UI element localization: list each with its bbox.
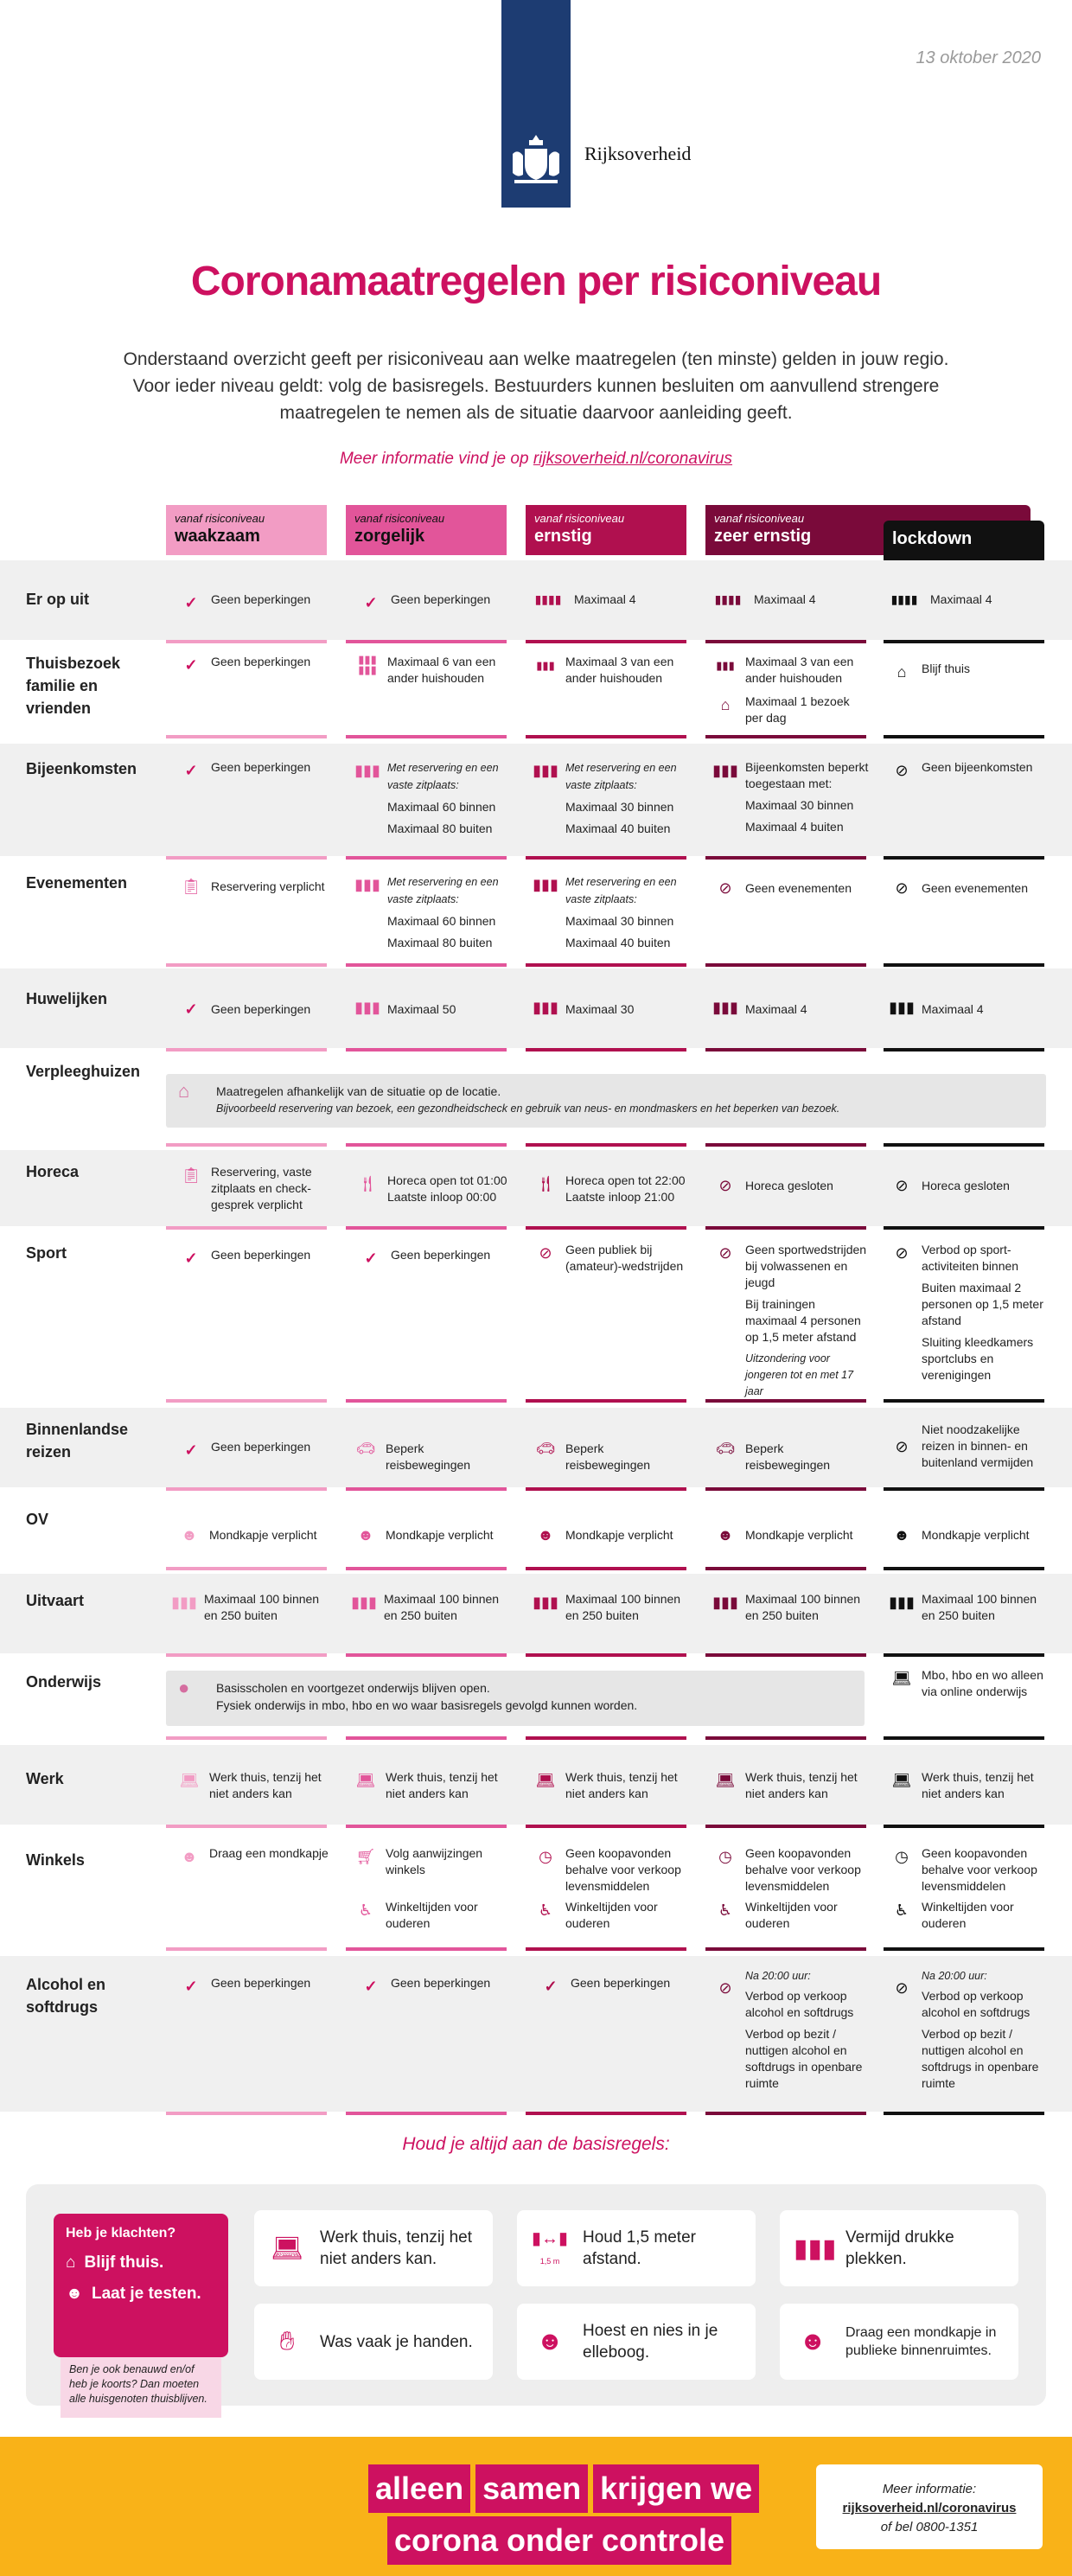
column-separator bbox=[346, 1653, 507, 1657]
column-separator bbox=[526, 1947, 686, 1951]
apple-icon: ● bbox=[178, 1677, 190, 1698]
elderly-icon: ♿︎ bbox=[894, 1901, 909, 1919]
column-separator bbox=[884, 1736, 1044, 1740]
cutlery-icon: 🍴︎ bbox=[357, 1174, 378, 1192]
people-icon: ▮▮▮ bbox=[354, 875, 380, 893]
column-separator bbox=[166, 1736, 327, 1740]
column-separator bbox=[705, 1226, 866, 1230]
column-separator bbox=[346, 1736, 507, 1740]
row-label: Onderwijs bbox=[26, 1673, 102, 1691]
klachten-heading: Heb je klachten? bbox=[66, 2226, 176, 2240]
more-info-link[interactable]: rijksoverheid.nl/coronavirus bbox=[533, 450, 733, 468]
column-separator bbox=[705, 2112, 866, 2115]
no-sport-icon: ⊘ bbox=[718, 1243, 732, 1262]
basis-title: Houd je altijd aan de basisregels: bbox=[402, 2134, 670, 2154]
crest-icon bbox=[506, 130, 566, 190]
people-icon: ▮▮▮ ▮▮▮ bbox=[358, 653, 377, 676]
check-icon: ✓ bbox=[364, 1249, 378, 1267]
mask-icon: ☻ bbox=[717, 1525, 734, 1544]
mask-icon: ☻ bbox=[893, 1525, 910, 1544]
level-ernstig: vanaf risiconiveau ernstig bbox=[526, 505, 686, 555]
no-sport-icon: ⊘ bbox=[895, 1243, 909, 1262]
column-separator bbox=[166, 1399, 327, 1403]
car-icon: 🚗︎ bbox=[715, 1439, 736, 1457]
row-label: Uitvaart bbox=[26, 1592, 85, 1609]
column-separator bbox=[884, 1226, 1044, 1230]
people-icon: ▮▮▮ bbox=[171, 1593, 197, 1611]
check-icon: ✓ bbox=[184, 1249, 198, 1267]
check-icon: ✓ bbox=[544, 1977, 558, 1995]
people-icon: ▮▮▮ bbox=[712, 761, 738, 779]
column-separator bbox=[346, 735, 507, 738]
house-icon: ⌂ bbox=[66, 2253, 76, 2272]
cutlery-icon: 🍴︎ bbox=[535, 1174, 556, 1192]
column-separator bbox=[346, 963, 507, 967]
clock-icon: ◷ bbox=[895, 1847, 909, 1865]
check-icon: ✓ bbox=[184, 1000, 198, 1018]
column-separator bbox=[346, 1143, 507, 1147]
column-separator bbox=[346, 640, 507, 643]
people-icon: ▮▮▮▮ bbox=[714, 591, 742, 606]
column-separator bbox=[884, 1487, 1044, 1491]
people-icon: ▮▮▮ bbox=[533, 1593, 558, 1611]
row-label: Huwelijken bbox=[26, 990, 108, 1007]
cell: ▮▮▮ Bijeenkomsten beperkt toegestaan met: Maximaal 30 binnen Maximaal 4 buiten bbox=[712, 760, 869, 834]
check-icon: ✓ bbox=[184, 655, 198, 674]
row-label: Sport bbox=[26, 1244, 67, 1262]
handwash-icon: ✋︎ bbox=[279, 2327, 295, 2355]
laptop-icon: 💻︎ bbox=[270, 2234, 304, 2263]
column-separator bbox=[705, 963, 866, 967]
row-label: Verpleeghuizen bbox=[26, 1063, 141, 1080]
people-icon: ▮▮▮ bbox=[716, 658, 735, 672]
column-separator bbox=[166, 963, 327, 967]
column-separator bbox=[705, 1487, 866, 1491]
column-separator bbox=[526, 856, 686, 860]
clipboard-icon: 📋︎ bbox=[181, 877, 201, 895]
people-icon: ▮▮▮ bbox=[712, 998, 738, 1016]
mask-icon: ☻ bbox=[357, 1525, 374, 1544]
care-home-icon: ⌂ bbox=[178, 1080, 190, 1102]
column-separator bbox=[166, 735, 327, 738]
check-icon: ✓ bbox=[184, 761, 198, 779]
column-separator bbox=[705, 1567, 866, 1570]
column-separator bbox=[526, 1226, 686, 1230]
column-separator bbox=[884, 856, 1044, 860]
clock-icon: ◷ bbox=[539, 1847, 552, 1865]
onderwijs-box: ● Basisscholen en voortgezet onderwijs blijven open. Fysiek onderwijs in mbo, hbo en wo waar basisregels gevolgd kunnen worden. bbox=[166, 1671, 865, 1726]
row-label: Er op uit bbox=[26, 591, 89, 608]
column-separator bbox=[884, 1567, 1044, 1570]
basis-card: 💻︎ Werk thuis, tenzij het niet anders kan. bbox=[254, 2210, 493, 2286]
verpleeghuizen-box: ⌂ Maatregelen afhankelijk van de situatie op de locatie. Bijvoorbeeld reservering van bezoek, een gezondheidscheck en gebruik van neus- en mondmaskers en het beperken van bezoek. bbox=[166, 1074, 1046, 1128]
column-separator bbox=[346, 1226, 507, 1230]
people-icon: ▮▮▮ bbox=[889, 1593, 915, 1611]
car-icon: 🚗︎ bbox=[355, 1439, 376, 1457]
column-separator bbox=[705, 640, 866, 643]
cell: ▮▮▮ Met reservering en een vaste zitplaats: Maximaal 30 binnen Maximaal 40 buiten bbox=[534, 759, 686, 837]
mask-icon: ☻ bbox=[537, 1525, 554, 1544]
cell: ⊘ Na 20:00 uur: Verbod op verkoop alcohol en softdrugs Verbod op bezit / nuttigen alcohol en softdrugs in openbare ruimte bbox=[890, 1968, 1046, 2098]
people-icon: ▮▮▮▮ bbox=[890, 591, 918, 606]
clipboard-icon: 📋︎ bbox=[181, 1166, 201, 1184]
distance-icon: ▮↔▮ 1,5 m bbox=[531, 2229, 568, 2266]
slogan: alleen samen krijgen we corona onder controle bbox=[368, 2464, 764, 2568]
column-separator bbox=[166, 2112, 327, 2115]
test-rule: ☻ Laat je testen. bbox=[66, 2285, 201, 2303]
people-icon: ▮▮▮ bbox=[533, 998, 558, 1016]
column-separator bbox=[526, 1143, 686, 1147]
laptop-icon: 💻︎ bbox=[355, 1771, 376, 1789]
no-cutlery-icon: ⊘ bbox=[895, 1176, 909, 1194]
column-separator bbox=[884, 1399, 1044, 1403]
people-icon: ▮▮▮ bbox=[889, 998, 915, 1016]
basis-card: ☻ Draag een mondkapje in publieke binnenruimtes. bbox=[780, 2304, 1018, 2380]
row-label: Bijeenkomsten bbox=[26, 760, 137, 777]
check-icon: ✓ bbox=[184, 593, 198, 611]
no-car-icon: ⊘ bbox=[895, 1437, 909, 1455]
no-alcohol-icon: ⊘ bbox=[718, 1978, 732, 1997]
cell: ▮▮▮ Met reservering en een vaste zitplaats: Maximaal 30 binnen Maximaal 40 buiten bbox=[534, 873, 686, 951]
people-icon: ▮▮▮ bbox=[536, 658, 555, 672]
column-separator bbox=[346, 1399, 507, 1403]
clock-icon: ◷ bbox=[718, 1847, 732, 1865]
row-label: Horeca bbox=[26, 1163, 80, 1180]
more-info: Meer informatie vind je op rijksoverheid.nl/coronavirus bbox=[339, 450, 733, 468]
basis-card: ▮↔▮ 1,5 m Houd 1,5 meter afstand. bbox=[517, 2210, 756, 2286]
column-separator bbox=[705, 1736, 866, 1740]
people-icon: ▮▮▮ bbox=[354, 998, 380, 1016]
column-separator bbox=[705, 1143, 866, 1147]
test-icon: ☻ bbox=[66, 2285, 83, 2303]
level-lockdown: lockdown bbox=[884, 521, 1044, 560]
column-separator bbox=[884, 640, 1044, 643]
column-separator bbox=[526, 1399, 686, 1403]
column-separator bbox=[346, 856, 507, 860]
mask-icon: ☻ bbox=[181, 1525, 198, 1544]
column-separator bbox=[884, 1653, 1044, 1657]
house-icon: ⌂ bbox=[720, 695, 731, 713]
page-title: Coronamaatregelen per risiconiveau bbox=[190, 259, 882, 304]
crowd-icon: ▮▮▮ bbox=[794, 2234, 837, 2263]
row-label: Werk bbox=[26, 1770, 64, 1787]
level-zorgelijk: vanaf risiconiveau zorgelijk bbox=[346, 505, 507, 555]
column-separator bbox=[166, 1143, 327, 1147]
check-icon: ✓ bbox=[184, 1441, 198, 1459]
row-label: OV bbox=[26, 1511, 49, 1528]
column-separator bbox=[346, 1567, 507, 1570]
column-separator bbox=[346, 1487, 507, 1491]
column-separator bbox=[346, 1048, 507, 1051]
cell: ⊘ Na 20:00 uur: Verbod op verkoop alcohol en softdrugs Verbod op bezit / nuttigen alcohol en softdrugs in openbare ruimte bbox=[714, 1968, 870, 2098]
column-separator bbox=[526, 2112, 686, 2115]
check-icon: ✓ bbox=[364, 593, 378, 611]
column-separator bbox=[705, 856, 866, 860]
people-icon: ▮▮▮ bbox=[351, 1593, 377, 1611]
row-label: Thuisbezoek familie en vrienden bbox=[26, 655, 121, 717]
cell: ▮▮▮ Met reservering en een vaste zitplaats: Maximaal 60 binnen Maximaal 80 buiten bbox=[356, 873, 508, 951]
check-icon: ✓ bbox=[364, 1977, 378, 1995]
column-separator bbox=[346, 2112, 507, 2115]
people-icon: ▮▮▮▮ bbox=[534, 591, 562, 606]
column-separator bbox=[526, 1653, 686, 1657]
column-separator bbox=[526, 1736, 686, 1740]
people-icon: ▮▮▮ bbox=[533, 875, 558, 893]
column-separator bbox=[166, 1653, 327, 1657]
row-label: Alcohol en softdrugs bbox=[26, 1976, 106, 2016]
no-group-icon: ⊘ bbox=[895, 761, 909, 779]
info-box: Meer informatie: rijksoverheid.nl/coronavirus of bel 0800-1351 bbox=[816, 2464, 1043, 2549]
people-icon: ▮▮▮ bbox=[354, 761, 380, 779]
no-event-icon: ⊘ bbox=[718, 879, 732, 897]
column-separator bbox=[884, 963, 1044, 967]
column-separator bbox=[526, 963, 686, 967]
column-separator bbox=[884, 1048, 1044, 1051]
intro-text: Onderstaand overzicht geeft per risiconiveau aan welke maatregelen (ten minste) gelden in jouw regio. Voor ieder niveau geldt: volg de basisregels. Bestuurders kunnen besluiten om aanvullend strengere maatregelen te nemen als de situatie daarvoor aanleiding geeft. bbox=[123, 349, 949, 423]
no-alcohol-icon: ⊘ bbox=[895, 1978, 909, 1997]
column-separator bbox=[526, 640, 686, 643]
column-separator bbox=[884, 1143, 1044, 1147]
elderly-icon: ♿︎ bbox=[358, 1901, 373, 1919]
column-separator bbox=[705, 1048, 866, 1051]
column-separator bbox=[884, 1825, 1044, 1828]
column-separator bbox=[705, 1653, 866, 1657]
no-event-icon: ⊘ bbox=[895, 879, 909, 897]
klachten-note: Ben je ook benauwd en/of heb je koorts? Dan moeten alle huisgenoten thuisblijven. bbox=[61, 2357, 221, 2418]
column-separator bbox=[526, 735, 686, 738]
column-separator bbox=[166, 1825, 327, 1828]
basis-card: ▮▮▮ Vermijd drukke plekken. bbox=[780, 2210, 1018, 2286]
check-icon: ✓ bbox=[184, 1977, 198, 1995]
date: 13 oktober 2020 bbox=[916, 48, 1041, 67]
row-bg-uitvaart bbox=[0, 1574, 1072, 1653]
column-separator bbox=[346, 1825, 507, 1828]
laptop-icon: 💻︎ bbox=[891, 1771, 912, 1789]
level-waakzaam: vanaf risiconiveau waakzaam bbox=[166, 505, 327, 555]
column-separator bbox=[166, 640, 327, 643]
cell: ⊘ Geen sportwedstrijden bij volwassenen en jeugd Bij trainingen maximaal 4 personen op 1,5 meter afstand Uitzondering voor jongeren tot en met 17 jaar bbox=[714, 1242, 870, 1389]
row-label: Winkels bbox=[26, 1851, 85, 1869]
mask-icon: ☻ bbox=[181, 1847, 198, 1865]
column-separator bbox=[166, 1567, 327, 1570]
elderly-icon: ♿︎ bbox=[718, 1901, 733, 1919]
cell: ⊘ Verbod op sport-activiteiten binnen Buiten maximaal 2 personen op 1,5 meter afstand Sluiting kleedkamers sportclubs en verenigingen bbox=[890, 1242, 1050, 1389]
basis-card: ☻ Hoest en nies in je elleboog. bbox=[517, 2304, 756, 2380]
basis-card: ✋︎ Was vaak je handen. bbox=[254, 2304, 493, 2380]
cough-icon: ☻ bbox=[536, 2327, 564, 2355]
info-link[interactable]: rijksoverheid.nl/coronavirus bbox=[842, 2501, 1017, 2515]
column-separator bbox=[526, 1048, 686, 1051]
mask-icon: ☻ bbox=[799, 2327, 826, 2355]
column-separator bbox=[705, 735, 866, 738]
logo-text: Rijksoverheid bbox=[584, 143, 692, 164]
column-separator bbox=[884, 2112, 1044, 2115]
row-label: Evenementen bbox=[26, 874, 128, 892]
column-separator bbox=[526, 1567, 686, 1570]
laptop-icon: 💻︎ bbox=[715, 1771, 736, 1789]
column-separator bbox=[526, 1825, 686, 1828]
car-icon: 🚗︎ bbox=[535, 1439, 556, 1457]
level-zeer-ernstig: vanaf risiconiveau zeer ernstig bbox=[705, 505, 1031, 555]
column-separator bbox=[166, 1487, 327, 1491]
elderly-icon: ♿︎ bbox=[538, 1901, 553, 1919]
klachten-box bbox=[54, 2214, 228, 2357]
row-label: Binnenlandse reizen bbox=[26, 1421, 129, 1461]
laptop-icon: 💻︎ bbox=[535, 1771, 556, 1789]
no-audience-icon: ⊘ bbox=[539, 1243, 552, 1262]
column-separator bbox=[705, 1947, 866, 1951]
column-separator bbox=[705, 1825, 866, 1828]
column-separator bbox=[884, 735, 1044, 738]
laptop-icon: 💻︎ bbox=[179, 1771, 200, 1789]
column-separator bbox=[526, 1487, 686, 1491]
column-separator bbox=[166, 1947, 327, 1951]
laptop-icon: 💻︎ bbox=[891, 1669, 912, 1687]
people-icon: ▮▮▮ bbox=[712, 1593, 738, 1611]
column-separator bbox=[166, 856, 327, 860]
cart-icon: 🛒︎ bbox=[355, 1847, 376, 1865]
people-icon: ▮▮▮ bbox=[533, 761, 558, 779]
house-icon: ⌂ bbox=[897, 662, 907, 681]
column-separator bbox=[166, 1226, 327, 1230]
column-separator bbox=[346, 1947, 507, 1951]
column-separator bbox=[166, 1048, 327, 1051]
stay-home-rule: ⌂ Blijf thuis. bbox=[66, 2253, 164, 2272]
column-separator bbox=[884, 1947, 1044, 1951]
cell: ▮▮▮ Met reservering en een vaste zitplaats: Maximaal 60 binnen Maximaal 80 buiten bbox=[356, 759, 508, 837]
no-cutlery-icon: ⊘ bbox=[718, 1176, 732, 1194]
